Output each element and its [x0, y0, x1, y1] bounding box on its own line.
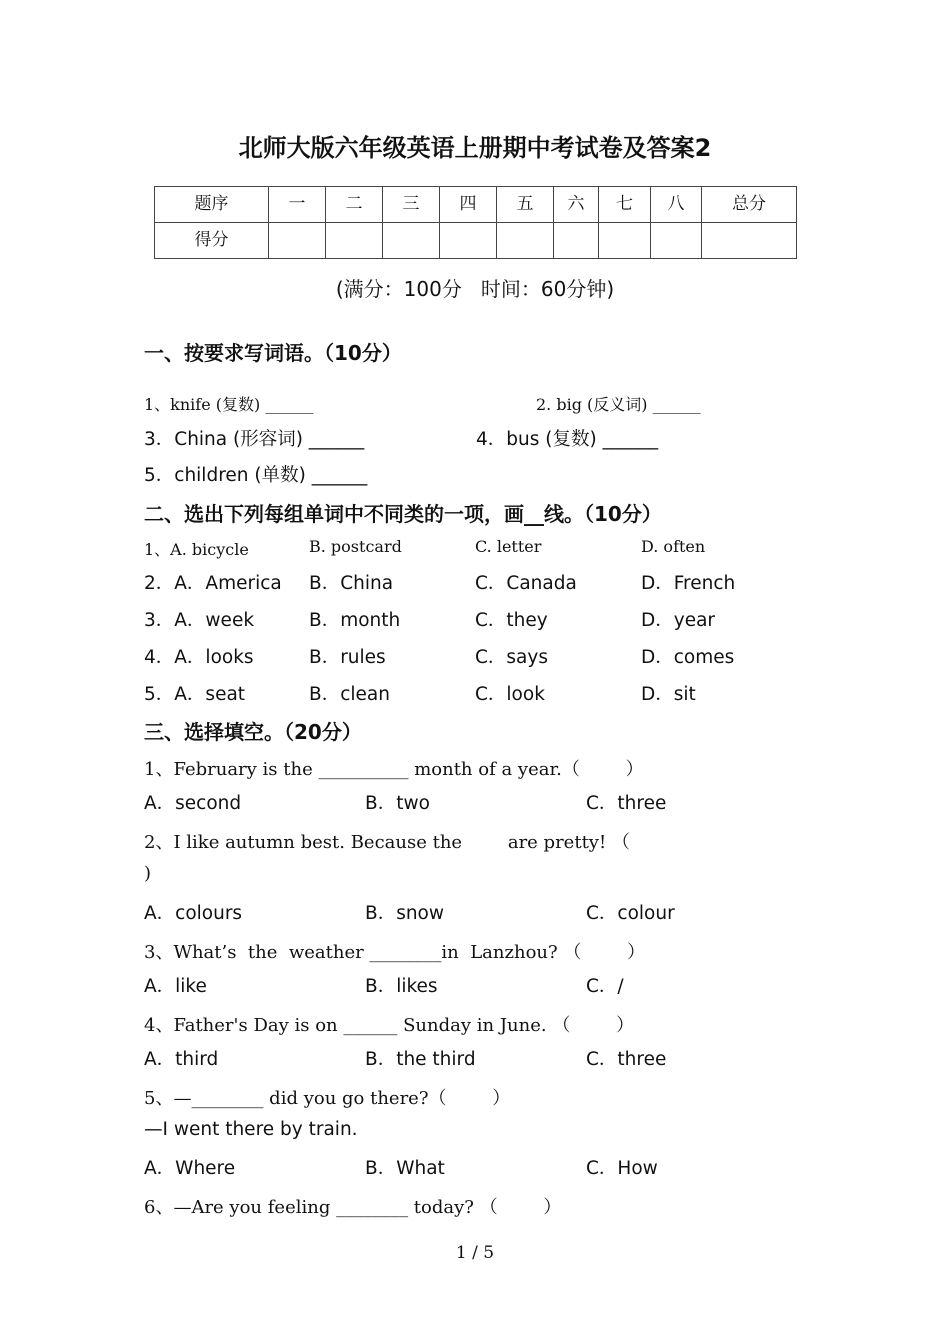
sec3-q4-opt-a: A．third: [144, 1049, 219, 1070]
sec3-q2-cont: ): [144, 863, 152, 884]
sec2-q2-d: D．French: [641, 573, 736, 594]
sec1-q3: 3．China (形容词) ______: [144, 429, 365, 450]
sec2-q5-c: C．look: [475, 684, 545, 705]
score-cell[interactable]: [440, 223, 497, 259]
header-cell: 四: [440, 187, 497, 223]
sec2-q4-a: 4．A．looks: [144, 647, 254, 668]
sec3-q5-opt-b: B．What: [365, 1158, 445, 1179]
score-cell[interactable]: [269, 223, 326, 259]
sec3-q5-opt-a: A．Where: [144, 1158, 236, 1179]
sec1-q2: 2. big (反义词) ______: [536, 395, 701, 414]
sec1-q1: 1、knife (复数) ______: [144, 395, 314, 414]
sec3-q5-opt-c: C．How: [586, 1158, 658, 1179]
page-title: 北师大版六年级英语上册期中考试卷及答案2: [238, 134, 712, 162]
sec3-q1-opt-a: A．second: [144, 793, 242, 814]
sec2-q4-c: C．says: [475, 647, 548, 668]
section1-heading: 一、按要求写词语。（10分）: [144, 341, 402, 365]
sec3-q3: 3、What’s the weather ________in Lanzhou? （ ）: [144, 942, 646, 963]
sec2-q3-c: C．they: [475, 610, 548, 631]
score-cell[interactable]: [326, 223, 383, 259]
sec2-q3-d: D．year: [641, 610, 716, 631]
sec2-q1-c: C. letter: [475, 537, 542, 556]
score-cell[interactable]: [497, 223, 554, 259]
sec2-q2-a: 2．A．America: [144, 573, 282, 594]
page-number: 1 / 5: [455, 1243, 495, 1263]
header-cell: 题序: [155, 187, 269, 223]
sec2-q5-b: B．clean: [309, 684, 390, 705]
score-table: [154, 186, 797, 259]
sec2-q4-d: D．comes: [641, 647, 735, 668]
sec2-q5-a: 5．A．seat: [144, 684, 246, 705]
score-label-cell: 得分: [155, 223, 269, 259]
sec3-q2: 2、I like autumn best. Because the are pretty! （: [144, 832, 630, 853]
sec3-q6: 6、—Are you feeling ________ today? （ ）: [144, 1197, 562, 1218]
score-cell[interactable]: [599, 223, 651, 259]
sec2-q3-a: 3．A．week: [144, 610, 255, 631]
header-cell: 总分: [702, 187, 797, 223]
sec3-q1: 1、February is the __________ month of a year.（ ）: [144, 759, 644, 780]
score-table-score-row: [155, 223, 797, 259]
score-table-header-row: [155, 187, 797, 223]
sec3-q3-opt-a: A．like: [144, 976, 207, 997]
sec2-q1-b: B. postcard: [309, 537, 402, 556]
sec1-q4: 4．bus (复数) ______: [476, 429, 659, 450]
header-cell: 三: [383, 187, 440, 223]
header-cell: 六: [554, 187, 599, 223]
sec2-q5-d: D．sit: [641, 684, 696, 705]
sec3-q2-opt-a: A．colours: [144, 903, 243, 924]
sec3-q1-opt-b: B．two: [365, 793, 430, 814]
header-cell: 八: [651, 187, 702, 223]
sec3-q3-opt-b: B．likes: [365, 976, 438, 997]
score-cell[interactable]: [651, 223, 702, 259]
sec2-q2-b: B．China: [309, 573, 394, 594]
sec3-q5: 5、—________ did you go there?（ ）: [144, 1088, 511, 1109]
sec2-q2-c: C．Canada: [475, 573, 577, 594]
sec2-q1-d: D. often: [641, 537, 706, 556]
header-cell: 五: [497, 187, 554, 223]
header-cell: 一: [269, 187, 326, 223]
score-cell[interactable]: [383, 223, 440, 259]
sec2-q3-b: B．month: [309, 610, 401, 631]
sec3-q5-answer: —I went there by train.: [144, 1119, 358, 1140]
sec2-q4-b: B．rules: [309, 647, 386, 668]
score-cell[interactable]: [554, 223, 599, 259]
score-cell[interactable]: [702, 223, 797, 259]
header-cell: 二: [326, 187, 383, 223]
sec1-q5: 5．children (单数) ______: [144, 465, 368, 486]
header-cell: 七: [599, 187, 651, 223]
sec3-q2-opt-c: C．colour: [586, 903, 675, 924]
sec2-q1-a: 1、A. bicycle: [144, 540, 249, 559]
section3-heading: 三、选择填空。（20分）: [144, 720, 362, 744]
section2-heading: 二、选出下列每组单词中不同类的一项，画__线。（10分）: [144, 502, 662, 526]
sec3-q1-opt-c: C．three: [586, 793, 667, 814]
full-score-time: (满分：100分 时间：60分钟): [335, 277, 615, 301]
sec3-q2-opt-b: B．snow: [365, 903, 445, 924]
sec3-q4: 4、Father's Day is on ______ Sunday in June. （ ）: [144, 1015, 635, 1036]
sec3-q4-opt-c: C．three: [586, 1049, 667, 1070]
sec3-q4-opt-b: B．the third: [365, 1049, 476, 1070]
sec3-q3-opt-c: C．/: [586, 976, 624, 997]
